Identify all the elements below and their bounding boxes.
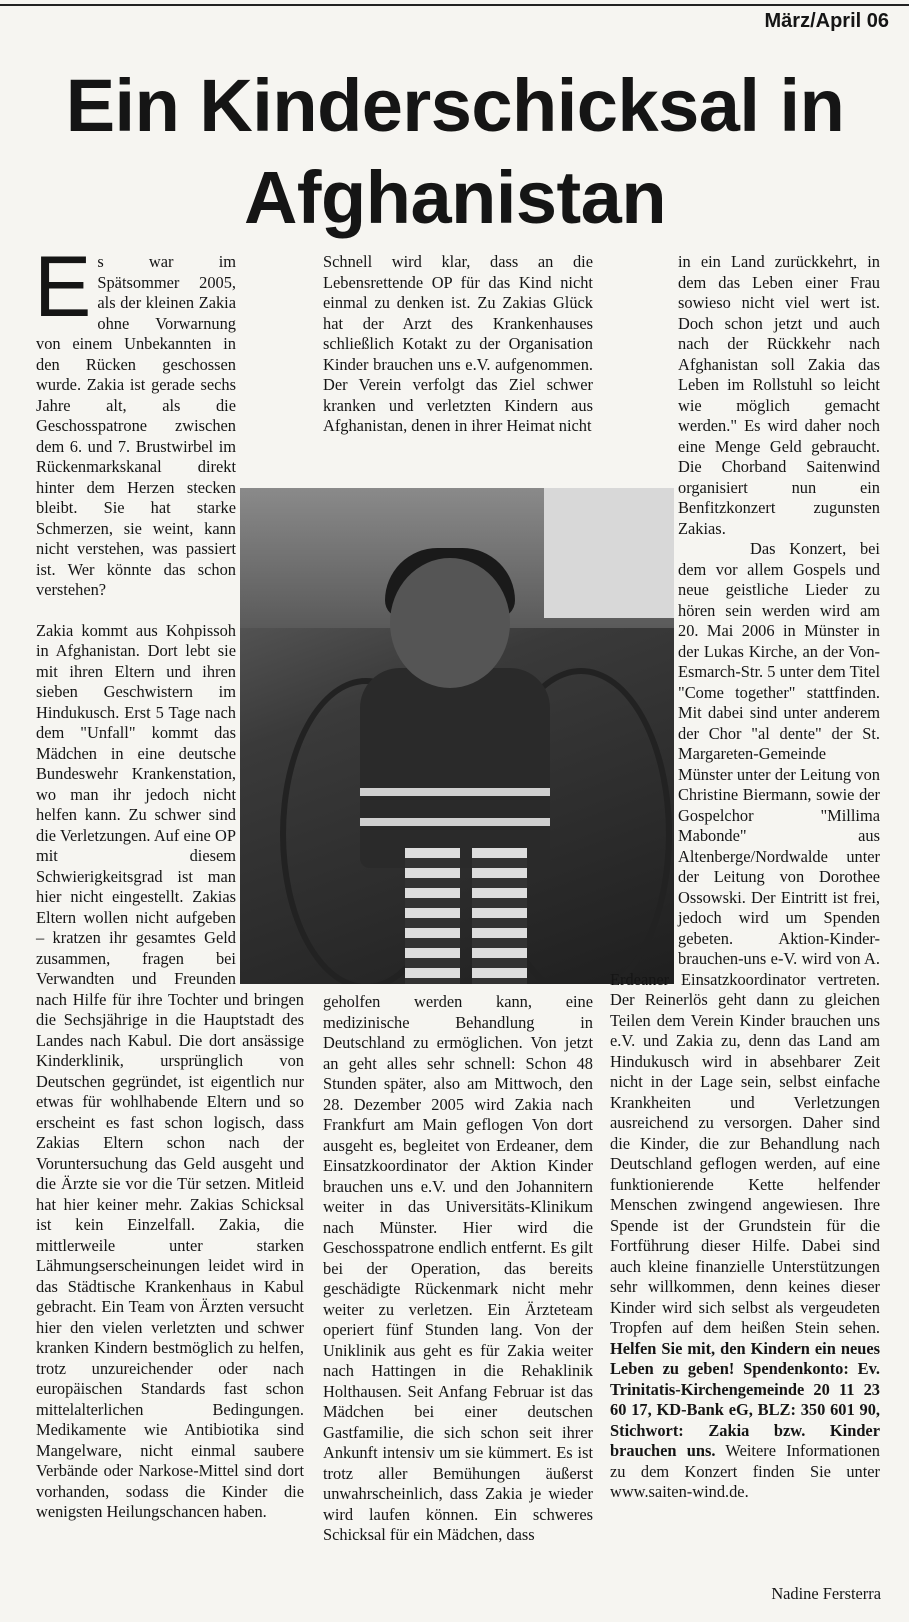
donation-appeal: Helfen Sie mit, den Kindern ein neues Leben zu geben! Spendenkonto: Ev. Trinitatis-Kirchengemeinde 20 11 23 60 17, KD-Bank eG, BLZ: 350 601 90, Stichwort: Zakia bzw. Kinder brauchen uns. [610, 1338, 880, 1460]
paragraph-2: Zakia kommt aus Kohpissoh in Afghanistan. Dort lebt sie mit ihren Eltern und ihren sieben Geschwistern im Hindukusch. Erst 5 Tage nach dem "Unfall" kommt das Mädchen in eine deutsche Bundeswehr Krankenstation, wo man ihr jedoch nicht helfen kann. Zu schwer sind die Verletzungen. Auf eine OP mit diesem Schwierigkeitsgrad ist man hier nicht eingestellt. Zakias Eltern wollen nicht aufgeben – kratzen ihr gesamtes Geld zusammen, fragen bei Verwandten und Freunden nach Hilfe für ihre Tochter und bringen die Sechsjährige in die Hauptstadt des Landes nach Kabul. Die dort ansässige Kinderklinik, ursprünglich von Deutschen gegründet, ist eigentlich nur etwas für wohlhabende Eltern und so erscheint es fast schon logisch, dass Zakias Eltern schon nach der Voruntersuchung das Geld ausgeht und die Ärzte sie vor die Tür setzen. Mitleid hat hier keiner mehr. Zakias Schicksal ist kein Einzelfall. Zakia, die mittlerweile unter starken Lähmungserscheinungen leidet wird in das Städtische Krankenhaus in Kabul gebracht. Ein Team von Ärzten versucht hier den vielen verletzten und schwer kranken Kindern bestmöglich zu helfen, trotz unzureichender oder nach europäischen Standards fast schon mittelalterlichen Bedingungen. Medikamente wie Antibiotika sind Mangelware, nicht einmal saubere Verbände oder Narkose-Mittel sind dort vorhanden, sodass die Kinder die wenigsten Heilungschancen haben. [36, 620, 304, 1521]
article-photo [240, 488, 674, 984]
child-body [360, 668, 550, 868]
title-line-2: Afghanistan [243, 156, 667, 239]
child-leg-right [472, 848, 527, 984]
author-name: Nadine Fersterra [771, 1584, 881, 1603]
issue-date: März/April 06 [764, 10, 889, 32]
child-leg-left [405, 848, 460, 984]
column-3 [610, 252, 880, 1503]
child-head [390, 558, 510, 688]
article-title [30, 60, 880, 244]
paragraph-1: Es war im Spätsommer 2005, als der kleinen Zakia ohne Vorwarnung von einem Unbekannten in den Rücken geschossen wurde. Zakia ist gerade sechs Jahre alt, als die Geschosspatrone zwischen dem 6. und 7. Brustwirbel im Rückenmarkskanal direkt hinter dem Herzen stecken bleibt. Sie hat starke Schmerzen, sie weint, kann nicht verstehen, was passiert ist. Wer könnte das schon verstehen? [34, 239, 236, 599]
more-info: Weitere Informationen zu dem Konzert finden Sie unter www.saiten-wind.de. [610, 1441, 880, 1501]
sweater-stripe-1 [360, 788, 550, 796]
sweater-stripe-2 [360, 818, 550, 826]
column-3-paragraph-2: Das Konzert, bei dem vor allem Gospels und neue geistliche Lieder zu hören sein werden wird am 20. Mai 2006 in Münster in der Lukas Kirche, an der Von-Esmarch-Str. 5 unter dem Titel "Come together" stattfinden. Mit dabei sind unter anderem der Chor "al dente" der St. Margareten-Gemeinde Münster unter der Leitung von Christine Biermann, sowie der Gospelchor "Millima Mabonde" aus Altenberge/Nordwalde unter der Leitung von Dorothee Ossowski. Der Eintritt ist frei, jedoch wird um Spenden gebeten. Aktion-Kinder-brauchen-uns e-V. wird von A. Erdeaner Einsatzkoordinator vertreten. Der Reinerlös geht dann zu gleichen Teilen dem Verein Kinder brauchen uns e.V. und Zakia zu, denn das Land am Hindukusch wird in absehbarer Zeit nicht in der Lage sein, selbst einfache Krankheiten und Verletzungen ausreichend zu versorgen. Daher sind die Kinder, die zur Behandlung nach Deutschland geflogen werden, auf eine funktionierende Kette helfender Menschen zwingend angewiesen. Ihre Spende ist der Grundstein für die Fortführung dieser Hilfe. Dabei sind auch kleine finanzielle Unterstützungen sehr willkommen, denn keines dieser Kinder wird sich selbst als vergeudeten Tropfen auf dem heißen Stein sehen. Helfen Sie mit, den Kindern ein neues Leben zu geben! Spendenkonto: Ev. Trinitatis-Kirchengemeinde 20 11 23 60 17, KD-Bank eG, BLZ: 350 601 90, Stichwort: Zakia bzw. Kinder brauchen uns. Weitere Informationen zu dem Konzert finden Sie unter www.saiten-wind.de. [610, 539, 880, 1501]
column-2-top: Schnell wird klar, dass an die Lebensrettende OP für das Kind nicht einmal zu denken ist. Zu Zakias Glück hat der Arzt des Krankenhauses schließlich Kotakt zu der Organisation Kinder brauchen uns e.V. aufgenommen. Der Verein verfolgt das Ziel schwer kranken und verletzten Kindern aus Afghanistan, denen in ihrer Heimat nicht [323, 252, 593, 435]
photo-wrap-spacer-3 [610, 462, 678, 950]
column-3-paragraph-1: in ein Land zurückkehrt, in dem das Leben einer Frau sowieso nicht viel wert ist. Doch schon jetzt und auch nach der Rückkehr nach Afghanistan soll Zakia das Leben im Rollstuhl so leicht wie möglich gemacht werden." Es wird daher noch eine Menge Geld gebraucht. Die Chorband Saitenwind organisiert nun ein Benfitzkonzert zugunsten Zakias. [678, 252, 880, 538]
top-rule [0, 4, 909, 6]
title-line-1: Ein Kinderschicksal in [65, 64, 845, 147]
column-2-bottom: geholfen werden kann, eine medizinische Behandlung in Deutschland zu ermöglichen. Von jetzt an geht alles sehr schnell: Schon 48 Stunden später, also am Mittwoch, den 28. Dezember 2005 wird Zakia nach Frankfurt am Main geflogen Von dort ausgeht es, begleitet von Erdeaner, dem Einsatzkoordinator der Aktion Kinder brauchen uns e.V. und den Johannitern weiter in das Universitäts-Klinikum nach Münster. Hier wird die Geschosspatrone endlich entfernt. Es gilt bei der Operation, das bereits geschädigte Rückenmark nicht mehr weiter zu verletzen. Ein Ärzteteam operiert fünf Stunden lang. Von der Uniklinik aus geht es für Zakia weiter nach Hattingen in die Rehaklinik Holthausen. Seit Anfang Februar ist das Mädchen bei einer deutschen Gastfamilie, die sich schon seit ihrer Ankunft intensiv um sie kümmert. Es ist trotz aller Bemühungen äußerst unwahrscheinlich, dass Zakia je wieder wird laufen können. Ein schweres Schicksal für ein Mädchen, dass [323, 992, 593, 1544]
drop-cap: E [34, 239, 92, 335]
